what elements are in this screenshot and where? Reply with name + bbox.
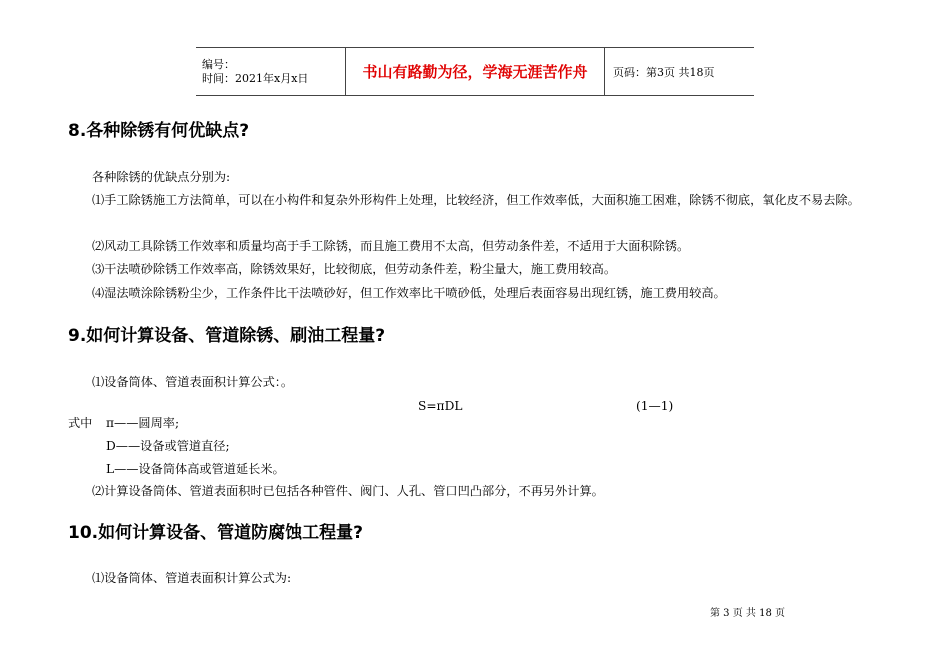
section-9-heading: 9.如何计算设备、管道除锈、刷油工程量?	[68, 326, 386, 346]
section-8-heading: 8.各种除锈有何优缺点?	[68, 121, 250, 141]
time-label: 时间：2021年x月x日	[202, 71, 309, 85]
definition-pi: π——圆周率;	[106, 416, 180, 430]
header-motto: 书山有路勤为径，学海无涯苦作舟	[346, 48, 605, 96]
definition-l: L——设备筒体高或管道延长米。	[106, 462, 285, 476]
section-8-intro: 各种除锈的优缺点分别为:	[92, 170, 231, 184]
section-9-item-2: ⑵计算设备筒体、管道表面积时已包括各种管件、阀门、人孔、管口凹凸部分，不再另外计算。	[92, 484, 604, 498]
header-page-info: 页码：第3页 共18页	[605, 48, 755, 96]
section-9-item-1: ⑴设备筒体、管道表面积计算公式：。	[92, 375, 294, 389]
section-8-item-2: ⑵风动工具除锈工作效率和质量均高于手工除锈，而且施工费用不太高，但劳动条件差，不适用于大面积除锈。	[92, 239, 690, 253]
number-label: 编号：	[202, 57, 235, 71]
document-header	[196, 47, 754, 96]
section-8-item-4: ⑷湿法喷涂除锈粉尘少，工作条件比干法喷砂好，但工作效率比干喷砂低，处理后表面容易出现红锈，施工费用较高。	[92, 286, 726, 300]
section-10-item-1: ⑴设备筒体、管道表面积计算公式为:	[92, 571, 292, 585]
definition-d: D——设备或管道直径;	[106, 439, 230, 453]
formula: S=πDL	[418, 399, 463, 413]
formula-number: (1—1)	[636, 399, 674, 413]
header-meta	[196, 48, 346, 96]
section-8-item-1: ⑴手工除锈施工方法简单，可以在小构件和复杂外形构件上处理，比较经济，但工作效率低，大面积施工困难，除锈不彻底，氧化皮不易去除。	[92, 193, 860, 207]
section-10-heading: 10.如何计算设备、管道防腐蚀工程量?	[68, 523, 363, 543]
page-footer: 第 3 页 共 18 页	[710, 608, 785, 619]
section-8-item-3: ⑶干法喷砂除锈工作效率高，除锈效果好，比较彻底，但劳动条件差，粉尘量大，施工费用较高。	[92, 262, 617, 276]
where-label: 式中	[68, 416, 93, 430]
